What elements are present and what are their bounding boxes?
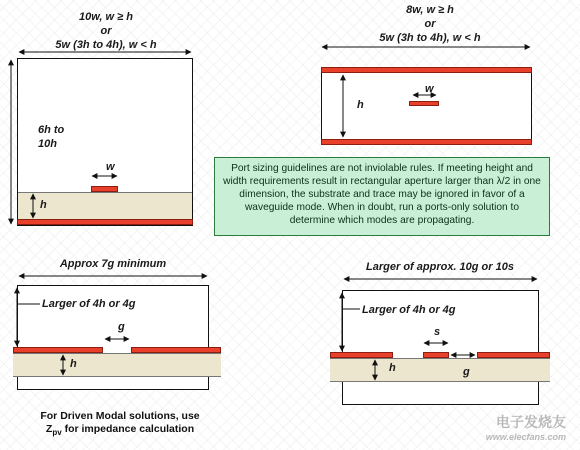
tl-title-line3: 5w (3h to 4h), w < h [55, 39, 157, 51]
bl-gap-label: g [118, 321, 125, 333]
bl-height-label: Larger of 4h or 4g [42, 298, 136, 310]
tr-title-line3: 5w (3h to 4h), w < h [379, 32, 481, 44]
tl-height-label-line1: 6h to [38, 124, 65, 136]
br-height-label: Larger of 4h or 4g [362, 304, 456, 316]
watermark [486, 412, 566, 442]
watermark-line2: www.elecfans.com [485, 432, 566, 442]
tl-substrate-label: h [40, 199, 47, 211]
tl-trace-label: w [106, 161, 115, 173]
tr-title-line2: or [424, 18, 436, 30]
br-gap-label: g [463, 366, 470, 378]
tr-trace-label: w [425, 83, 434, 95]
bl-caption-line1: For Driven Modal solutions, use [40, 410, 200, 422]
tr-title-line1: 8w, w ≥ h [406, 4, 454, 16]
guideline-note: Port sizing guidelines are not inviolable rules. If meeting height and width requirements result in rectangular aperture larger than λ/2 in one dimension, the substrate and trace may be ignored in favor of a waveguide mode. When in doubt, run a ports-only solution to determine which modes are propagating. [214, 157, 550, 236]
bl-substrate-label: h [70, 358, 77, 370]
bl-caption-sub: pv [52, 428, 62, 438]
br-trace-label: s [434, 326, 441, 338]
br-title: Larger of approx. 10g or 10s [366, 261, 514, 273]
tl-height-label-line2: 10h [38, 138, 57, 150]
br-substrate-label: h [389, 362, 396, 374]
bl-caption-rest: for impedance calculation [61, 423, 195, 435]
tl-title-line2: or [100, 25, 112, 37]
tr-height-label: h [357, 99, 364, 111]
bl-title: Approx 7g minimum [59, 258, 167, 270]
bl-caption-z: Z [45, 423, 53, 435]
watermark-line1: 电子发烧友 [496, 414, 566, 430]
tl-title-line1: 10w, w ≥ h [79, 11, 133, 23]
